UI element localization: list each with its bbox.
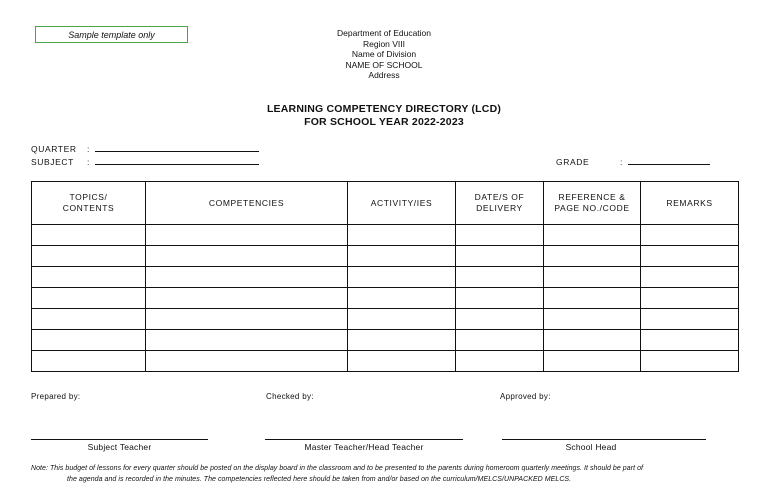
table-cell xyxy=(456,267,544,288)
grade-field xyxy=(556,156,710,167)
quarter-blank-line xyxy=(95,143,259,152)
table-cell xyxy=(641,351,739,372)
table-cell xyxy=(32,246,146,267)
table-cell xyxy=(641,309,739,330)
footnote xyxy=(31,463,766,485)
table-row xyxy=(32,246,739,267)
division-name: Name of Division xyxy=(351,49,417,59)
table-cell xyxy=(146,330,348,351)
table-cell xyxy=(544,267,641,288)
table-cell xyxy=(348,330,456,351)
table-header-row xyxy=(32,182,739,225)
table-row xyxy=(32,267,739,288)
column-header-activities: ACTIVITY/IES xyxy=(348,182,456,225)
department-name: Department of Education xyxy=(336,28,432,38)
table-cell xyxy=(32,288,146,309)
prepared-role: Subject Teacher xyxy=(87,442,152,452)
column-header-topics: TOPICS/ CONTENTS xyxy=(32,182,146,225)
table-cell xyxy=(32,351,146,372)
approved-role: School Head xyxy=(565,442,617,452)
school-name: NAME OF SCHOOL xyxy=(345,59,423,70)
table-cell xyxy=(348,225,456,246)
column-header-remarks: REMARKS xyxy=(641,182,739,225)
table-cell xyxy=(544,330,641,351)
table-cell xyxy=(32,225,146,246)
table-cell xyxy=(348,267,456,288)
subject-field xyxy=(31,156,259,167)
table-cell xyxy=(641,267,739,288)
table-cell xyxy=(32,330,146,351)
table-cell xyxy=(641,225,739,246)
document-title xyxy=(184,103,584,128)
table-cell xyxy=(544,351,641,372)
table-cell xyxy=(146,351,348,372)
table-cell xyxy=(32,267,146,288)
table-cell xyxy=(146,225,348,246)
prepared-signature-line xyxy=(31,439,208,440)
checked-role: Master Teacher/Head Teacher xyxy=(304,442,424,452)
table-row xyxy=(32,288,739,309)
table-row xyxy=(32,351,739,372)
table-cell xyxy=(456,351,544,372)
table-cell xyxy=(456,225,544,246)
table-cell xyxy=(146,267,348,288)
table-row xyxy=(32,330,739,351)
subject-separator: : xyxy=(87,157,90,167)
column-header-reference: REFERENCE & PAGE NO./CODE xyxy=(544,182,641,225)
school-address: Address xyxy=(368,70,400,80)
table-cell xyxy=(544,309,641,330)
column-header-dates: DATE/S OF DELIVERY xyxy=(456,182,544,225)
document-header xyxy=(284,28,484,81)
table-row xyxy=(32,225,739,246)
table-cell xyxy=(544,288,641,309)
region-name: Region VIII xyxy=(362,38,406,49)
title-line-2: FOR SCHOOL YEAR 2022-2023 xyxy=(304,115,464,128)
subject-label: SUBJECT xyxy=(31,157,74,167)
table-body xyxy=(32,225,739,372)
table-cell xyxy=(32,309,146,330)
grade-label: GRADE xyxy=(556,157,590,167)
table-cell xyxy=(146,246,348,267)
prepared-by-label: Prepared by: xyxy=(31,392,81,401)
column-header-competencies: COMPETENCIES xyxy=(146,182,348,225)
table-cell xyxy=(544,246,641,267)
table-cell xyxy=(456,288,544,309)
table-cell xyxy=(456,246,544,267)
table-cell xyxy=(641,330,739,351)
grade-separator: : xyxy=(620,157,623,167)
title-line-1: LEARNING COMPETENCY DIRECTORY (LCD) xyxy=(266,103,502,115)
table-cell xyxy=(348,351,456,372)
footnote-line-2: the agenda and is recorded in the minutes. The competencies reflected here should be taken from and/or based on the curriculum/MELCS/UNPACKED MELCS. xyxy=(67,476,572,483)
quarter-separator: : xyxy=(87,144,90,154)
quarter-field xyxy=(31,143,259,154)
approved-by-label: Approved by: xyxy=(500,392,551,401)
table-cell xyxy=(348,309,456,330)
table-row xyxy=(32,309,739,330)
sample-template-label: Sample template only xyxy=(35,26,188,43)
subject-blank-line xyxy=(95,156,259,165)
quarter-label: QUARTER xyxy=(31,144,77,154)
checked-signature-line xyxy=(265,439,463,440)
table-cell xyxy=(146,309,348,330)
footnote-line-1: Note: This budget of lessons for every quarter should be posted on the display board in the classroom and to be presented to the parents during homeroom quarterly meetings. It should be part of xyxy=(31,465,644,472)
table-cell xyxy=(544,225,641,246)
table-cell xyxy=(641,288,739,309)
table-cell xyxy=(456,330,544,351)
table-cell xyxy=(348,288,456,309)
table-cell xyxy=(456,309,544,330)
grade-blank-line xyxy=(628,156,710,165)
competency-table xyxy=(31,181,739,372)
table-cell xyxy=(146,288,348,309)
table-cell xyxy=(348,246,456,267)
table-cell xyxy=(641,246,739,267)
approved-signature-line xyxy=(502,439,706,440)
checked-by-label: Checked by: xyxy=(266,392,314,401)
